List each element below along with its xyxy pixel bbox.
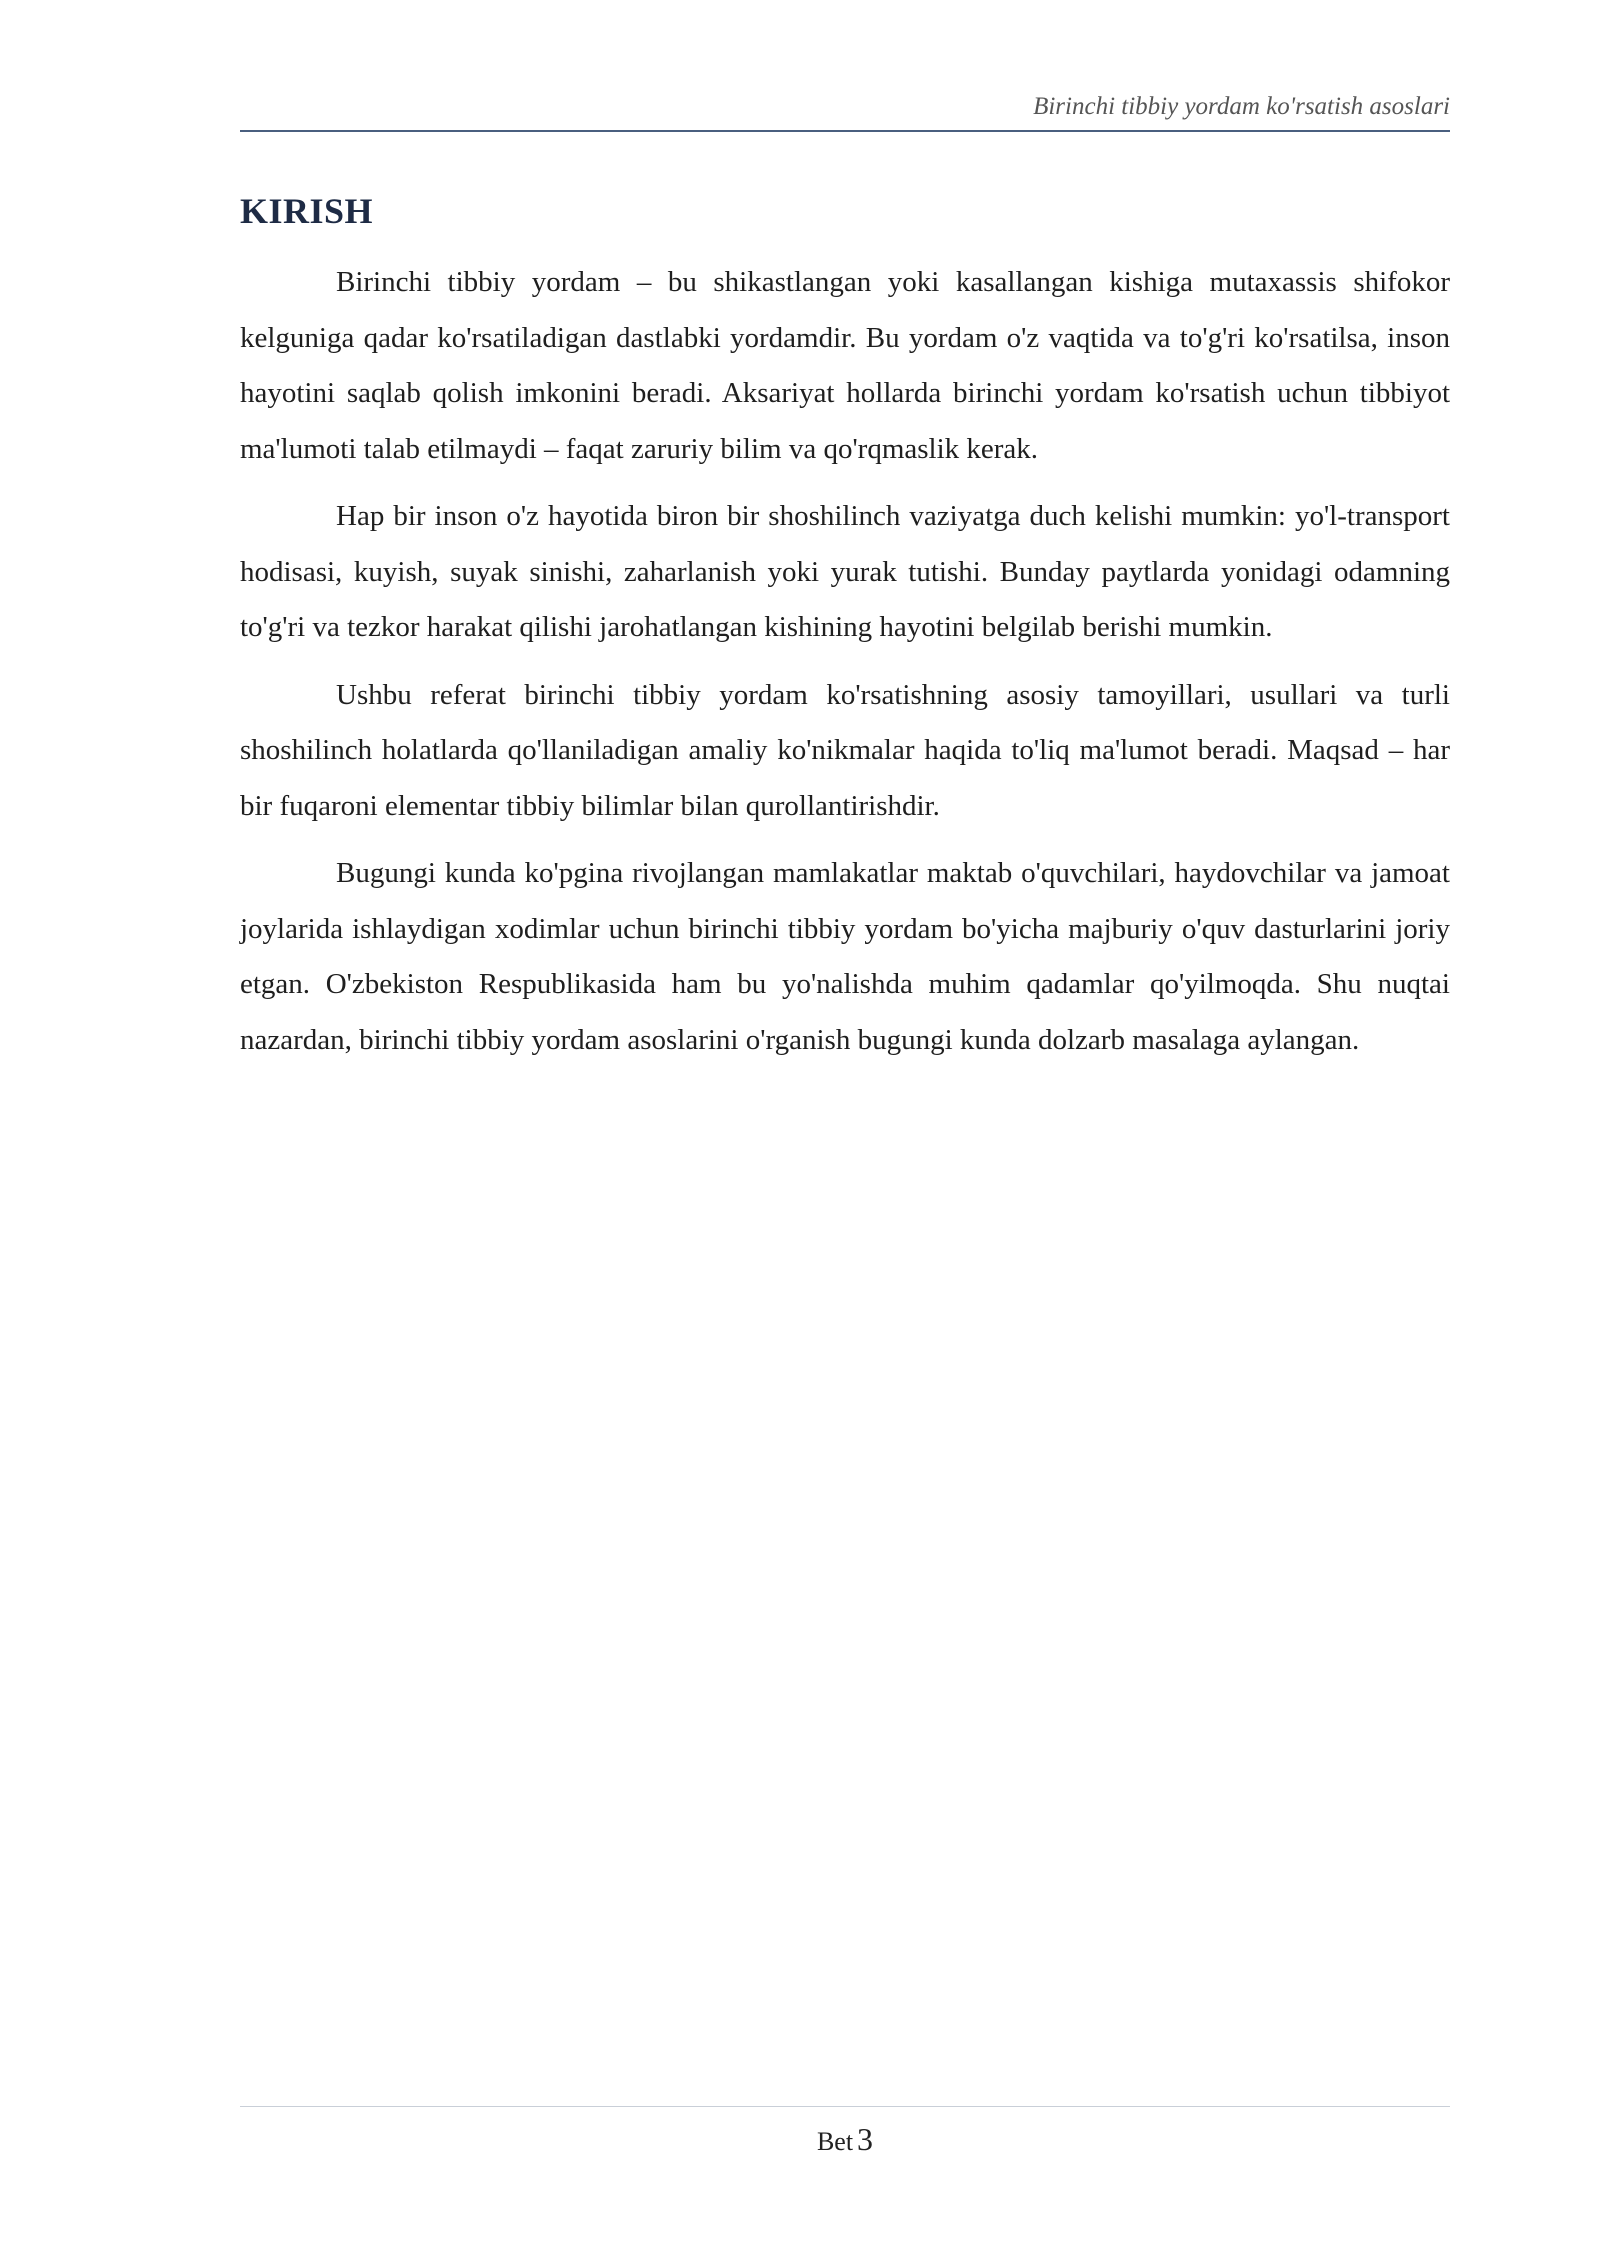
paragraph: Ushbu referat birinchi tibbiy yordam ko'rsatishning asosiy tamoyillari, usullari va turli shoshilinch holatlarda qo'llaniladigan amaliy ko'nikmalar haqida to'liq ma'lumot beradi. Maqsad – har bir fuqaroni elementar tibbiy bilimlar bilan qurollantirishdir. [240,678,1450,822]
running-header-title: Birinchi tibbiy yordam ko'rsatish asoslari [1033,93,1450,120]
paragraph: Bugungi kunda ko'pgina rivojlangan mamlakatlar maktab o'quvchilari, haydovchilar va jamoat joylarida ishlaydigan xodimlar uchun birinchi tibbiy yordam bo'yicha majburiy o'quv dasturlarini joriy etgan. O'zbekiston Respublikasida ham bu yo'nalishda muhim qadamlar qo'yilmoqda. Shu nuqtai nazardan, birinchi tibbiy yordam asoslarini o'rganish bugungi kunda dolzarb masalaga aylangan. [240,857,1450,1056]
page-header [240,92,1450,132]
section-heading: KIRISH [240,191,374,231]
page-label: Bet [816,2127,854,2156]
paragraph: Birinchi tibbiy yordam – bu shikastlangan yoki kasallangan kishiga mutaxassis shifokor kelguniga qadar ko'rsatiladigan dastlabki yordamdir. Bu yordam o'z vaqtida va to'g'ri ko'rsatilsa, inson hayotini saqlab qolish imkonini beradi. Aksariyat hollarda birinchi yordam ko'rsatish uchun tibbiyot ma'lumoti talab etilmaydi – faqat zaruriy bilim va qo'rqmaslik kerak. [240,266,1450,465]
paragraph: Hap bir inson o'z hayotida biron bir shoshilinch vaziyatga duch kelishi mumkin: yo'l-transport hodisasi, kuyish, suyak sinishi, zaharlanish yoki yurak tutishi. Bunday paytlarda yonidagi odamning to'g'ri va tezkor harakat qilishi jarohatlangan kishining hayotini belgilab berishi mumkin. [240,500,1450,643]
page-number: 3 [857,2121,874,2157]
page-footer [240,2106,1450,2158]
body-text [240,255,1450,1080]
